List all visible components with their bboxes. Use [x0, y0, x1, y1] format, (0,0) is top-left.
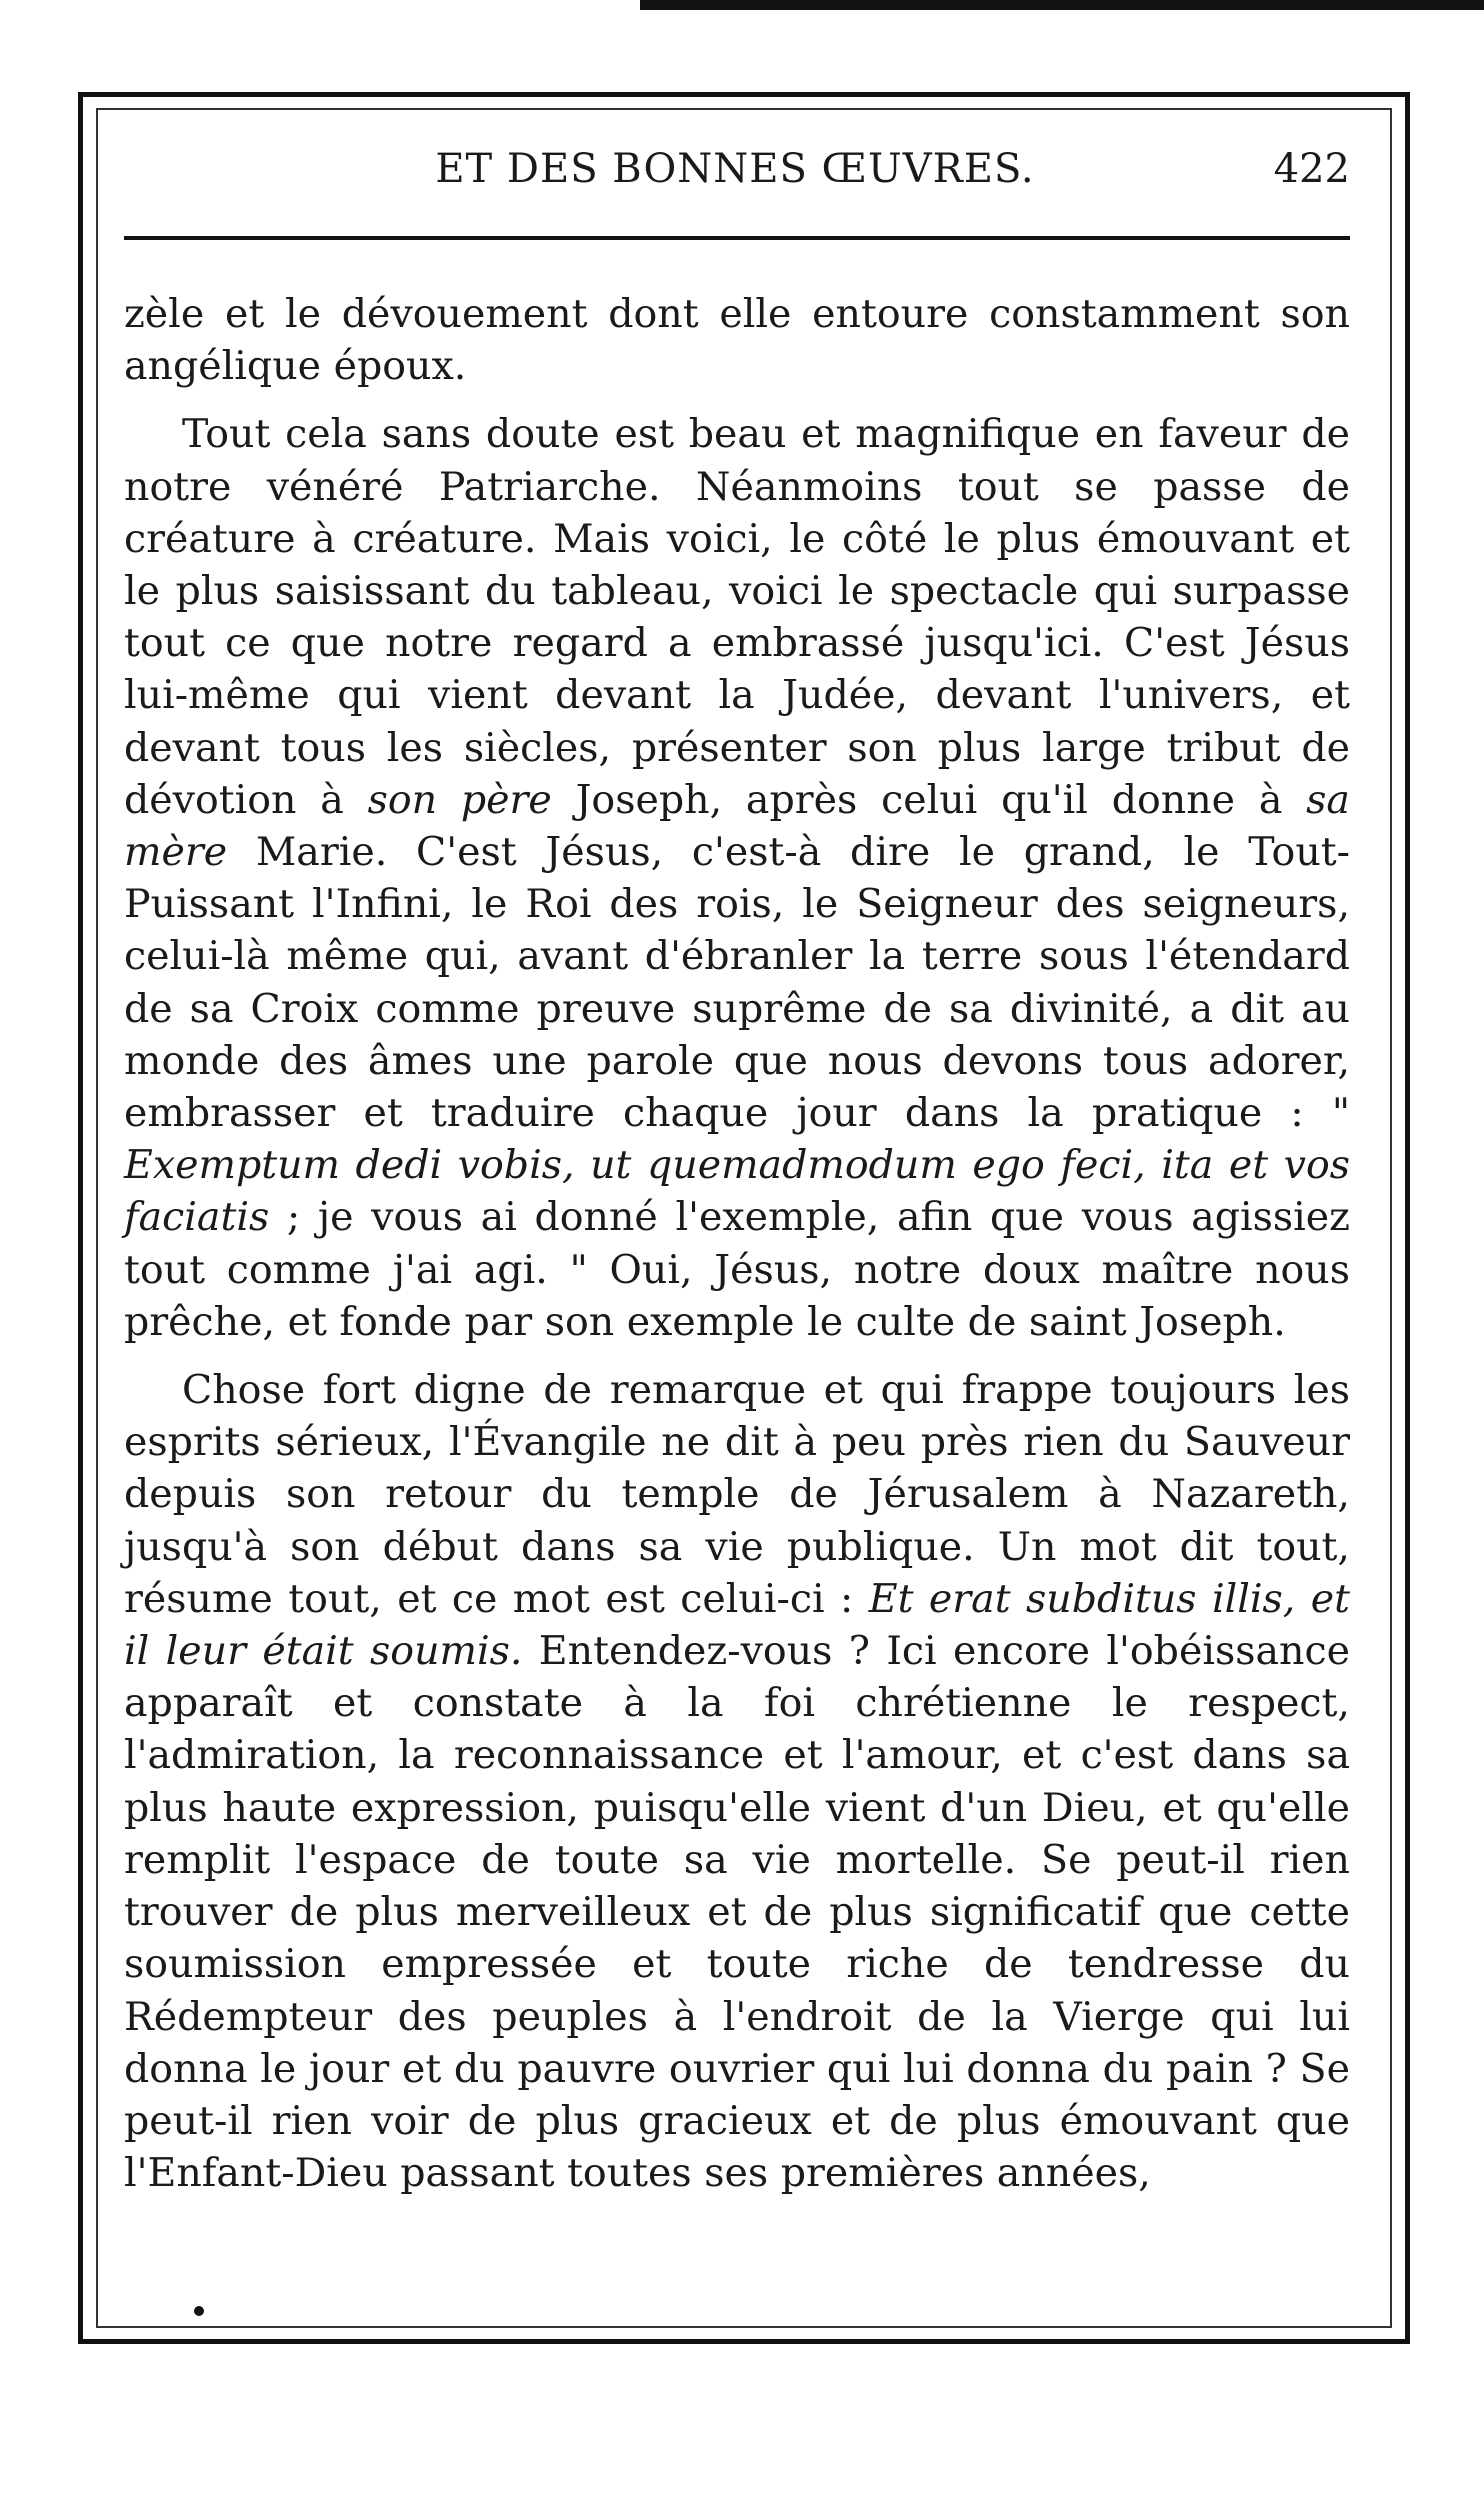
- italic-phrase: son père: [367, 776, 552, 823]
- printer-mark: [194, 2306, 204, 2316]
- text-run: Entendez-vous ? Ici encore l'obéissance apparaît et constate à la foi chrétienne le respect, l'admiration, la reconnaissance et l'amour, et c'est dans sa plus haute expression, puisqu'elle vient d'un Dieu, et qu'elle remplit l'espace de toute sa vie mortelle. Se peut-il rien trouver de plus merveilleux et de plus significatif que cette soumission empressée et toute riche de tendresse du Rédempteur des peuples à l'endroit de la Vierge qui lui donna le jour et du pauvre ouvrier qui lui donna du pain ? Se peut-il rien voir de plus gracieux et de plus émouvant que l'Enfant-Dieu passant toutes ses premières années,: [124, 1628, 1350, 2197]
- header-rule: [124, 236, 1350, 240]
- running-title: ET DES BONNES ŒUVRES.: [435, 146, 1035, 192]
- running-header: [120, 146, 1350, 206]
- latin-quotation: Et erat subditus illis, et il leur était soumis.: [124, 1575, 1351, 1675]
- text-run: Joseph, après celui qu'il donne à: [551, 776, 1307, 823]
- top-edge-rule: [640, 0, 1484, 10]
- body-text: [124, 288, 1350, 2199]
- italic-phrase: sa mère: [124, 776, 1350, 876]
- text-run: Chose fort digne de remarque et qui frappe toujours les esprits sérieux, l'Évangile ne dit à peu près rien du Sauveur depuis son retour du temple de Jérusalem à Nazareth, jusqu'à son début dans sa vie publique. Un mot dit tout, résume tout, et ce mot est celui-ci :: [124, 1367, 1350, 1622]
- paragraph-obedience: [124, 1364, 1350, 2199]
- paragraph-continued: zèle et le dévouement dont elle entoure constamment son angélique époux.: [124, 291, 1350, 390]
- text-run: ; je vous ai donné l'exemple, afin que vous agissiez tout comme j'ai agi. " Oui, Jésus, notre doux maître nous prêche, et fonde par son exemple le culte de saint Joseph.: [124, 1194, 1350, 1345]
- page-number: 422: [1273, 146, 1350, 192]
- text-run: Tout cela sans doute est beau et magnifique en faveur de notre vénéré Patriarche. Néanmoins tout se passe de créature à créature. Mais voici, le côté le plus émouvant et le plus saisissant du tableau, voici le spectacle qui surpasse tout ce que notre regard a embrassé jusqu'ici. C'est Jésus lui-même qui vient devant la Judée, devant l'univers, et devant tous les siècles, présenter son plus large tribut de dévotion à: [124, 411, 1350, 823]
- paragraph-jesus-devotion: [124, 408, 1350, 1348]
- latin-quotation: Exemptum dedi vobis, ut quemadmodum ego feci, ita et vos faciatis: [124, 1142, 1350, 1241]
- text-run: Marie. C'est Jésus, c'est-à dire le grand, le Tout-Puissant l'Infini, le Roi des rois, le Seigneur des seigneurs, celui-là même qui, avant d'ébranler la terre sous l'étendard de sa Croix comme preuve suprême de sa divinité, a dit au monde des âmes une parole que nous devons tous adorer, embrasser et traduire chaque jour dans la pratique : ": [124, 829, 1350, 1137]
